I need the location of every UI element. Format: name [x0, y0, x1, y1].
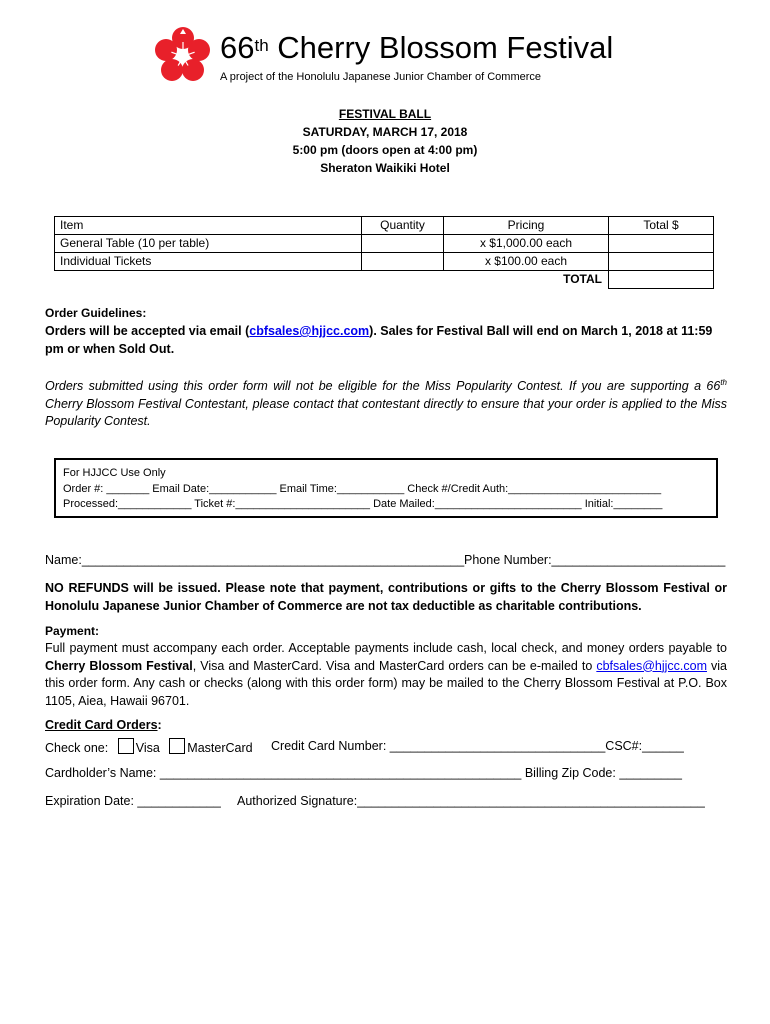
event-time: 5:00 pm (doors open at 4:00 pm): [292, 143, 478, 157]
total-label: TOTAL: [563, 272, 602, 286]
header-total: Total $: [609, 217, 714, 235]
refund-notice: NO REFUNDS will be issued. Please note that payment, contributions or gifts to the Cherry Blossom Festival or Honolulu Japanese Junior Chamber of Commerce are not tax deductible as charitable contributions.: [45, 581, 727, 613]
card-type-row: Check one: Visa MasterCard: [45, 738, 253, 755]
quantity-field[interactable]: [362, 235, 444, 253]
order-table: [54, 216, 714, 289]
office-use-row-1: Order #: _______ Email Date:___________ Email Time:___________ Check #/Credit Auth:_________________________: [63, 483, 662, 495]
mastercard-label: MasterCard: [187, 741, 253, 755]
quantity-field[interactable]: [362, 253, 444, 271]
row-pricing: x $100.00 each: [444, 253, 609, 271]
page-subtitle: A project of the Honolulu Japanese Junior Chamber of Commerce: [220, 71, 542, 83]
header-quantity: Quantity: [362, 217, 444, 235]
table-row: [55, 253, 714, 271]
event-date: SATURDAY, MARCH 17, 2018: [302, 125, 468, 139]
table-total-row: [55, 271, 714, 289]
cherry-blossom-logo: [155, 26, 211, 84]
row-item: General Table (10 per table): [55, 235, 362, 253]
grand-total-field[interactable]: [609, 271, 714, 289]
cardholder-field[interactable]: Cardholder’s Name: ____________________________________________________ Billing Zip Code: _________: [45, 766, 682, 780]
mastercard-checkbox[interactable]: [169, 738, 185, 754]
event-name: FESTIVAL BALL: [338, 107, 432, 121]
header-pricing: Pricing: [444, 217, 609, 235]
header-item: Item: [55, 217, 362, 235]
visa-checkbox[interactable]: [118, 738, 134, 754]
total-field[interactable]: [609, 253, 714, 271]
payment-heading: Payment:: [45, 624, 100, 638]
page-title: 66th Cherry Blossom Festival: [220, 30, 614, 65]
event-venue: Sheraton Waikiki Hotel: [320, 161, 450, 175]
email-link[interactable]: cbfsales@hjjcc.com: [249, 324, 370, 338]
office-use-row-2: Processed:____________ Ticket #:______________________ Date Mailed:________________________ Initial:________: [63, 498, 663, 510]
table-header-row: [55, 217, 714, 235]
expiration-field[interactable]: Expiration Date: ____________: [45, 794, 221, 808]
row-pricing: x $1,000.00 each: [444, 235, 609, 253]
payment-text: Full payment must accompany each order. Acceptable payments include cash, local check, and money orders payable to Cherry Blossom Festival, Visa and MasterCard. Visa and MasterCard orders can be e-mailed to cbfsales@hjjcc.com via this order form. Any cash or checks (along with this order form) may be mailed to the Cherry Blossom Festival at P.O. Box 1105, Aiea, Hawaii 96701.: [45, 641, 727, 708]
signature-field[interactable]: Authorized Signature:__________________________________________________: [237, 794, 705, 808]
card-number-field[interactable]: Credit Card Number: _______________________________CSC#:______: [271, 739, 684, 753]
payment-email-link[interactable]: cbfsales@hjjcc.com: [596, 658, 707, 673]
name-field[interactable]: Name:_______________________________________________________: [45, 553, 465, 567]
office-use-heading: For HJJCC Use Only: [63, 467, 166, 479]
phone-field[interactable]: Phone Number:_________________________: [464, 553, 726, 567]
contest-notice: Orders submitted using this order form will not be eligible for the Miss Popularity Contest. If you are supporting a 66th Cherry Blossom Festival Contestant, please contact that contestant directly to ensure that your order is applied to the Miss Popularity Contest.: [45, 378, 727, 429]
row-item: Individual Tickets: [55, 253, 362, 271]
guidelines-heading: Order Guidelines:: [45, 306, 147, 320]
total-field[interactable]: [609, 235, 714, 253]
table-row: [55, 235, 714, 253]
guidelines-text: Orders will be accepted via email (cbfsales@hjjcc.com). Sales for Festival Ball will end on March 1, 2018 at 11:59 pm or when Sold Out.: [45, 324, 713, 356]
credit-card-heading: Credit Card Orders:: [45, 718, 162, 732]
visa-label: Visa: [135, 741, 160, 755]
